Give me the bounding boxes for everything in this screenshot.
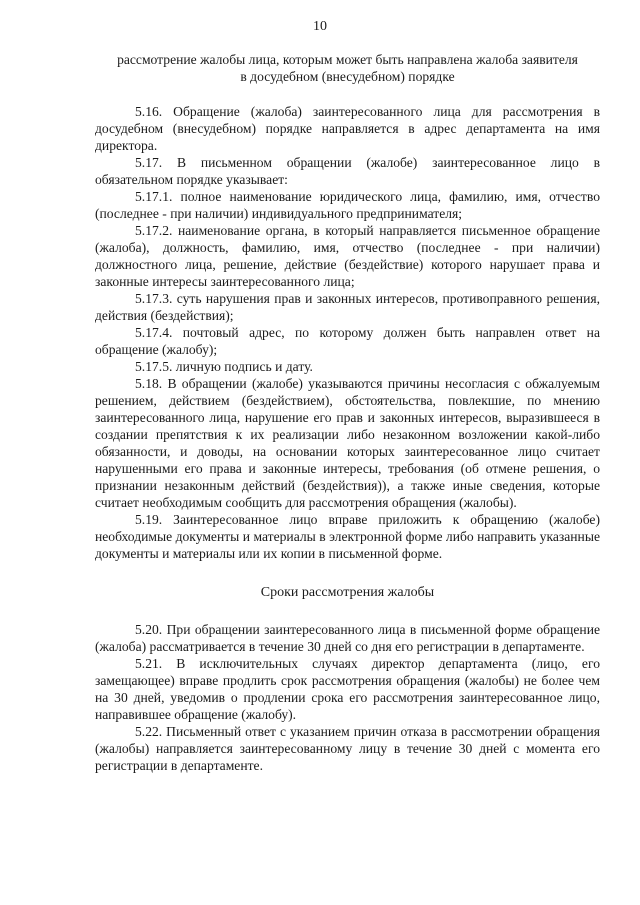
paragraph-5-16: 5.16. Обращение (жалоба) заинтересованного лица для рассмотрения в досудебном (внесудебном) порядке направляется в адрес департамента на имя директора. (95, 104, 600, 153)
section-title: Сроки рассмотрения жалобы (260, 585, 435, 600)
paragraph-5-17-4: 5.17.4. почтовый адрес, по которому должен быть направлен ответ на обращение (жалобу); (95, 325, 600, 357)
paragraph-5-17-3: 5.17.3. суть нарушения прав и законных интересов, противоправного решения, действия (бездействия); (95, 291, 600, 323)
paragraph-5-17-1: 5.17.1. полное наименование юридического лица, фамилию, имя, отчество (последнее - при наличии) индивидуального предпринимателя; (95, 189, 600, 221)
heading-line-1: рассмотрение жалобы лица, которым может быть направлена жалоба заявителя (117, 52, 578, 67)
paragraph-5-18: 5.18. В обращении (жалобе) указываются причины несогласия с обжалуемым решением, действием (бездействием), обстоятельства, повлекшие, по мнению заинтересованного лица, нарушение его прав и законных интересов, выразившееся в создании препятствия к их реализации либо незаконном возложении какой-либо обязанности, и доводы, на основании которых заинтересованное лицо считает нарушенными его права и законные интересы, требования (об отмене решения, о признании незаконным действий (бездействия)), а также иные сведения, которые считает необходимым сообщить для рассмотрения обращения (жалобы). (95, 376, 600, 510)
paragraph-5-17-2: 5.17.2. наименование органа, в который направляется письменное обращение (жалоба), должность, фамилию, имя, отчество (последнее - при наличии) должностного лица, решение, действие (бездействие) которого нарушает права и законные интересы заинтересованного лица; (95, 223, 600, 289)
spacer (95, 85, 600, 103)
paragraph-5-17: 5.17. В письменном обращении (жалобе) заинтересованное лицо в обязательном порядке указывает: (95, 155, 600, 187)
paragraph-5-21: 5.21. В исключительных случаях директор департамента (лицо, его замещающее) вправе продлить срок рассмотрения обращения (жалобы) не более чем на 30 дней, уведомив о продлении срока его рассмотрения заинтересованное лицо, направившее обращение (жалобу). (95, 656, 600, 722)
heading-line-2: в досудебном (внесудебном) порядке (240, 69, 455, 84)
document-body (95, 51, 600, 774)
page-number: 10 (313, 19, 327, 34)
paragraph-5-22: 5.22. Письменный ответ с указанием причин отказа в рассмотрении обращения (жалобы) направляется заинтересованному лицу в течение 30 дней с момента его регистрации в департаменте. (95, 724, 600, 773)
paragraph-5-20: 5.20. При обращении заинтересованного лица в письменной форме обращение (жалоба) рассматривается в течение 30 дней со дня его регистрации в департаменте. (95, 622, 600, 654)
paragraph-5-19: 5.19. Заинтересованное лицо вправе приложить к обращению (жалобе) необходимые документы и материалы в электронной форме либо направить указанные документы и материалы или их копии в письменной форме. (95, 512, 600, 561)
paragraph-5-17-5: 5.17.5. личную подпись и дату. (135, 359, 313, 374)
